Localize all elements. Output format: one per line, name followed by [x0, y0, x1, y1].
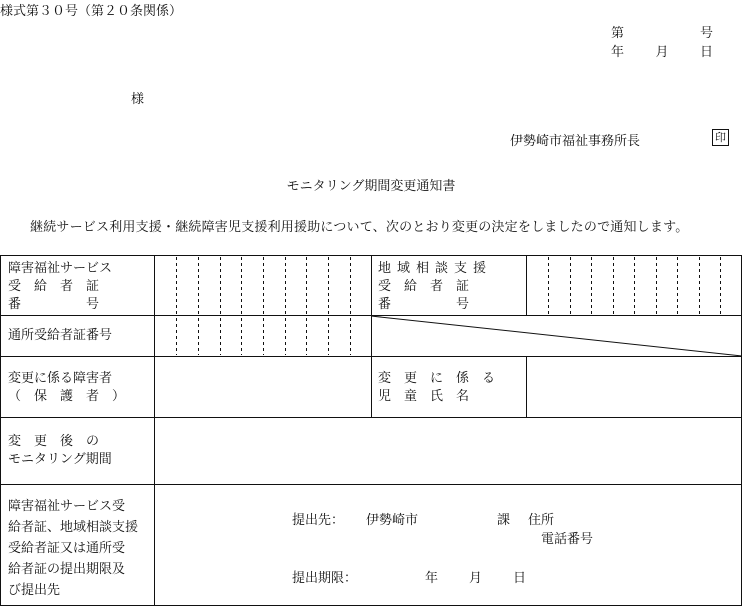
date-year: 年	[611, 45, 625, 60]
day-service-certificate-label: 通所受給者証番号	[8, 328, 113, 343]
digit-separators-2	[549, 257, 721, 314]
label-line: 給者証の提出期限及	[8, 562, 126, 577]
diagonal-strike	[371, 316, 742, 356]
community-consultation-certificate-label	[378, 260, 520, 314]
addressee-suffix: 様	[131, 92, 145, 107]
changed-monitoring-period-label	[8, 433, 112, 469]
label-line: 番 号	[378, 297, 470, 312]
issuer-name: 伊勢崎市福祉事務所長	[510, 134, 641, 149]
child-name-label	[378, 370, 495, 406]
label-line: 受 給 者 証	[8, 279, 100, 294]
deadline-label: 提出期限：	[292, 571, 358, 586]
phone-label: 電話番号	[541, 532, 594, 547]
label-line: 番 号	[8, 297, 100, 312]
submit-to-city: 伊勢崎市	[366, 513, 419, 528]
disabled-person-label	[8, 370, 125, 406]
label-line: 変 更 後 の	[8, 434, 100, 449]
seal-mark: 印	[712, 129, 729, 146]
deadline-day: 日	[513, 571, 527, 586]
label-line: び提出先	[8, 583, 61, 598]
submission-deadline-label	[8, 496, 138, 601]
document-number-label: 第	[611, 26, 625, 41]
label-line: 受 給 者 証	[378, 279, 470, 294]
digit-separators-3	[177, 318, 351, 355]
label-line: モニタリング期間	[8, 452, 112, 467]
address-label: 住所	[528, 513, 555, 528]
document-date	[611, 41, 713, 60]
label-line: 児 童 氏 名	[378, 389, 470, 404]
date-day: 日	[699, 45, 713, 60]
intro-text: 継続サービス利用支援・継続障害児支援利用援助について、次のとおり変更の決定をしましたので通知します。	[30, 220, 689, 235]
date-month: 月	[655, 45, 669, 60]
document-number-suffix: 号	[699, 26, 713, 41]
deadline-year: 年	[425, 571, 439, 586]
submit-to-label: 提出先：	[292, 513, 345, 528]
document-title: モニタリング期間変更通知書	[286, 179, 456, 194]
label-line: （ 保 護 者 ）	[8, 389, 126, 404]
label-line: 変更に係る障害者	[8, 371, 113, 386]
disability-service-certificate-label	[8, 260, 149, 314]
form-number: 様式第３０号（第２０条関係）	[0, 4, 183, 19]
label-line: 変 更 に 係 る	[378, 371, 496, 386]
label-line: 受給者証又は通所受	[8, 541, 126, 556]
label-line: 障害福祉サービス受	[8, 499, 126, 514]
label-line: 地域相談支援	[378, 261, 493, 276]
label-line: 障害福祉サービス	[8, 261, 113, 276]
label-line: 給者証、地域相談支援	[8, 520, 139, 535]
document-number	[611, 22, 713, 41]
submit-to-section: 課	[497, 513, 511, 528]
digit-separators-1	[177, 257, 351, 314]
deadline-month: 月	[469, 571, 483, 586]
